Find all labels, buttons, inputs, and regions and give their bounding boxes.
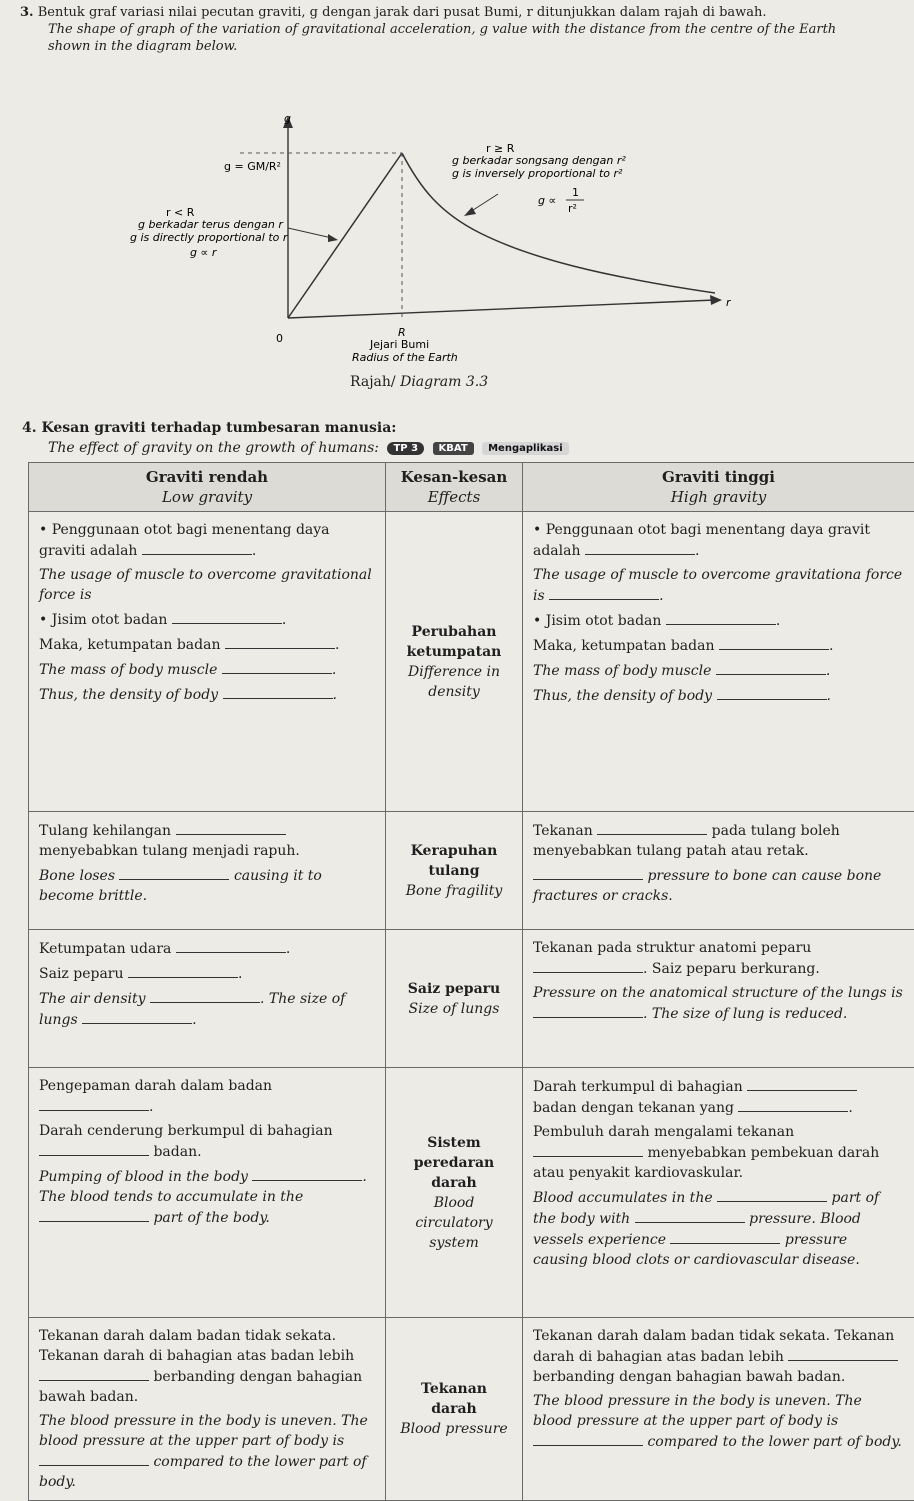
answer-blank[interactable] xyxy=(533,1431,643,1446)
low-pressure-cell: Tekanan darah dalam badan tidak sekata. Tekanan darah di bahagian atas badan lebih berbanding dengan bahagian bawah badan. The blood pressure in the body is uneven. The blood pressure at the upper part of body is compared to the lower part of body. xyxy=(29,1318,386,1501)
left-ms: g berkadar terus dengan r xyxy=(138,218,284,231)
y-axis-label: g xyxy=(284,112,291,125)
question-text-ms: Bentuk graf variasi nilai pecutan graviti, g dengan jarak dari pusat Bumi, r ditunjukkan dalam rajah di bawah. xyxy=(38,5,767,20)
high-pressure-cell: Tekanan darah dalam badan tidak sekata. Tekanan darah di bahagian atas badan lebih berbanding dengan bahagian bawah badan. The blood pressure in the body is uneven. The blood pressure at the upper part of body is compared to the lower part of body. xyxy=(523,1318,914,1501)
x-axis xyxy=(288,300,715,318)
question-title-en: The effect of gravity on the growth of humans: xyxy=(48,440,379,456)
r-tick-en: Radius of the Earth xyxy=(352,351,458,364)
table-row xyxy=(29,930,914,1068)
kbat-badge: KBAT xyxy=(433,442,474,455)
table-row xyxy=(29,512,914,812)
right-relation-den: r² xyxy=(568,202,577,215)
question-4 xyxy=(22,420,912,456)
answer-blank[interactable] xyxy=(225,634,335,649)
high-bone-cell: Tekanan pada tulang boleh menyebabkan tulang patah atau retak. pressure to bone can cause bone fractures or cracks. xyxy=(523,812,914,930)
gravity-graph xyxy=(120,108,740,368)
r-tick-ms: Jejari Bumi xyxy=(369,338,429,351)
right-relation-lhs: g ∝ xyxy=(538,194,556,207)
effect-lungs: Saiz peparu Size of lungs xyxy=(386,930,523,1068)
question-number: 3. xyxy=(20,5,34,20)
low-density-cell: • Penggunaan otot bagi menentang daya graviti adalah . The usage of muscle to overcome gravitational force is • Jisim otot badan . Maka, ketumpatan badan . The mass of body muscle . Thus, the density of body . xyxy=(29,512,386,812)
effect-bone: Kerapuhan tulang Bone fragility xyxy=(386,812,523,930)
low-lungs-cell: Ketumpatan udara . Saiz peparu . The air density . The size of lungs . xyxy=(29,930,386,1068)
answer-blank[interactable] xyxy=(39,1451,149,1466)
diagram-caption xyxy=(350,374,488,390)
answer-blank[interactable] xyxy=(119,865,229,880)
answer-blank[interactable] xyxy=(533,1003,643,1018)
effect-pressure: Tekanan darah Blood pressure xyxy=(386,1318,523,1501)
right-relation-num: 1 xyxy=(572,186,579,199)
table-row xyxy=(29,1068,914,1318)
question-text-en-2: shown in the diagram below. xyxy=(48,38,910,55)
left-en: g is directly proportional to r xyxy=(130,231,289,244)
answer-blank[interactable] xyxy=(39,1207,149,1222)
answer-blank[interactable] xyxy=(597,820,707,835)
answer-blank[interactable] xyxy=(533,865,643,880)
table-row xyxy=(29,812,914,930)
answer-blank[interactable] xyxy=(549,585,659,600)
r-tick-label: R xyxy=(398,326,406,339)
effect-circulation: Sistem peredaran darah Blood circulatory system xyxy=(386,1068,523,1318)
peak-label: g = GM/R² xyxy=(224,160,281,173)
x-axis-label: r xyxy=(726,296,732,309)
question-3 xyxy=(20,4,910,55)
caption-en: Diagram 3.3 xyxy=(400,374,488,390)
answer-blank[interactable] xyxy=(719,635,829,650)
linear-segment xyxy=(288,153,402,318)
question-text-en: The shape of graph of the variation of gravitational acceleration, g value with the distance from the centre of the Earth xyxy=(48,21,910,38)
question-title-ms: Kesan graviti terhadap tumbesaran manusia: xyxy=(42,420,397,436)
low-bone-cell: Tulang kehilangan menyebabkan tulang menjadi rapuh. Bone loses causing it to become brittle. xyxy=(29,812,386,930)
answer-blank[interactable] xyxy=(82,1009,192,1024)
right-en: g is inversely proportional to r² xyxy=(452,167,623,180)
header-low-gravity: Graviti rendah Low gravity xyxy=(29,463,386,512)
answer-blank[interactable] xyxy=(635,1208,745,1223)
high-circulation-cell: Darah terkumpul di bahagian badan dengan tekanan yang . Pembuluh darah mengalami tekanan menyebabkan pembekuan darah atau penyakit kardiovaskular. Blood accumulates in the part of the body with pressure. Blood vessels experience pressure causing blood clots or cardiovascular disease. xyxy=(523,1068,914,1318)
answer-blank[interactable] xyxy=(176,938,286,953)
left-condition: r < R xyxy=(166,206,195,219)
answer-blank[interactable] xyxy=(39,1366,149,1381)
answer-blank[interactable] xyxy=(533,958,643,973)
answer-blank[interactable] xyxy=(252,1166,362,1181)
tp-badge: TP 3 xyxy=(387,442,424,455)
high-lungs-cell: Tekanan pada struktur anatomi peparu . Saiz peparu berkurang. Pressure on the anatomical structure of the lungs is . The size of lung is reduced. xyxy=(523,930,914,1068)
answer-blank[interactable] xyxy=(128,963,238,978)
low-circulation-cell: Pengepaman darah dalam badan . Darah cenderung berkumpul di bahagian badan. Pumping of blood in the body . The blood tends to accumulate in the part of the body. xyxy=(29,1068,386,1318)
left-pointer xyxy=(288,228,332,238)
answer-blank[interactable] xyxy=(585,540,695,555)
answer-blank[interactable] xyxy=(788,1346,898,1361)
answer-blank[interactable] xyxy=(142,540,252,555)
answer-blank[interactable] xyxy=(39,1096,149,1111)
question-number: 4. xyxy=(22,420,37,436)
answer-blank[interactable] xyxy=(738,1097,848,1112)
effect-density: Perubahan ketumpatan Difference in density xyxy=(386,512,523,812)
answer-blank[interactable] xyxy=(223,684,333,699)
header-effects: Kesan-kesan Effects xyxy=(386,463,523,512)
answer-blank[interactable] xyxy=(666,610,776,625)
answer-blank[interactable] xyxy=(39,1141,149,1156)
answer-blank[interactable] xyxy=(172,609,282,624)
caption-ms: Rajah/ xyxy=(350,374,396,390)
right-condition: r ≥ R xyxy=(486,142,515,155)
answer-blank[interactable] xyxy=(717,685,827,700)
left-relation: g ∝ r xyxy=(190,246,218,259)
answer-blank[interactable] xyxy=(747,1076,857,1091)
table-header-row xyxy=(29,463,914,512)
gravity-effects-table xyxy=(28,462,914,1501)
answer-blank[interactable] xyxy=(150,988,260,1003)
answer-blank[interactable] xyxy=(176,820,286,835)
answer-blank[interactable] xyxy=(716,660,826,675)
table-row xyxy=(29,1318,914,1501)
answer-blank[interactable] xyxy=(717,1187,827,1202)
answer-blank[interactable] xyxy=(533,1142,643,1157)
answer-blank[interactable] xyxy=(670,1229,780,1244)
x-axis-arrow xyxy=(710,295,722,305)
header-high-gravity: Graviti tinggi High gravity xyxy=(523,463,914,512)
right-ms: g berkadar songsang dengan r² xyxy=(452,154,626,167)
right-pointer xyxy=(470,194,498,212)
mengaplikasi-badge: Mengaplikasi xyxy=(482,442,569,455)
origin-label: 0 xyxy=(276,332,283,345)
high-density-cell: • Penggunaan otot bagi menentang daya gravit adalah . The usage of muscle to overcome gravitationa force is . • Jisim otot badan . Maka, ketumpatan badan . The mass of body muscle . Thus, the density of body . xyxy=(523,512,914,812)
answer-blank[interactable] xyxy=(222,659,332,674)
